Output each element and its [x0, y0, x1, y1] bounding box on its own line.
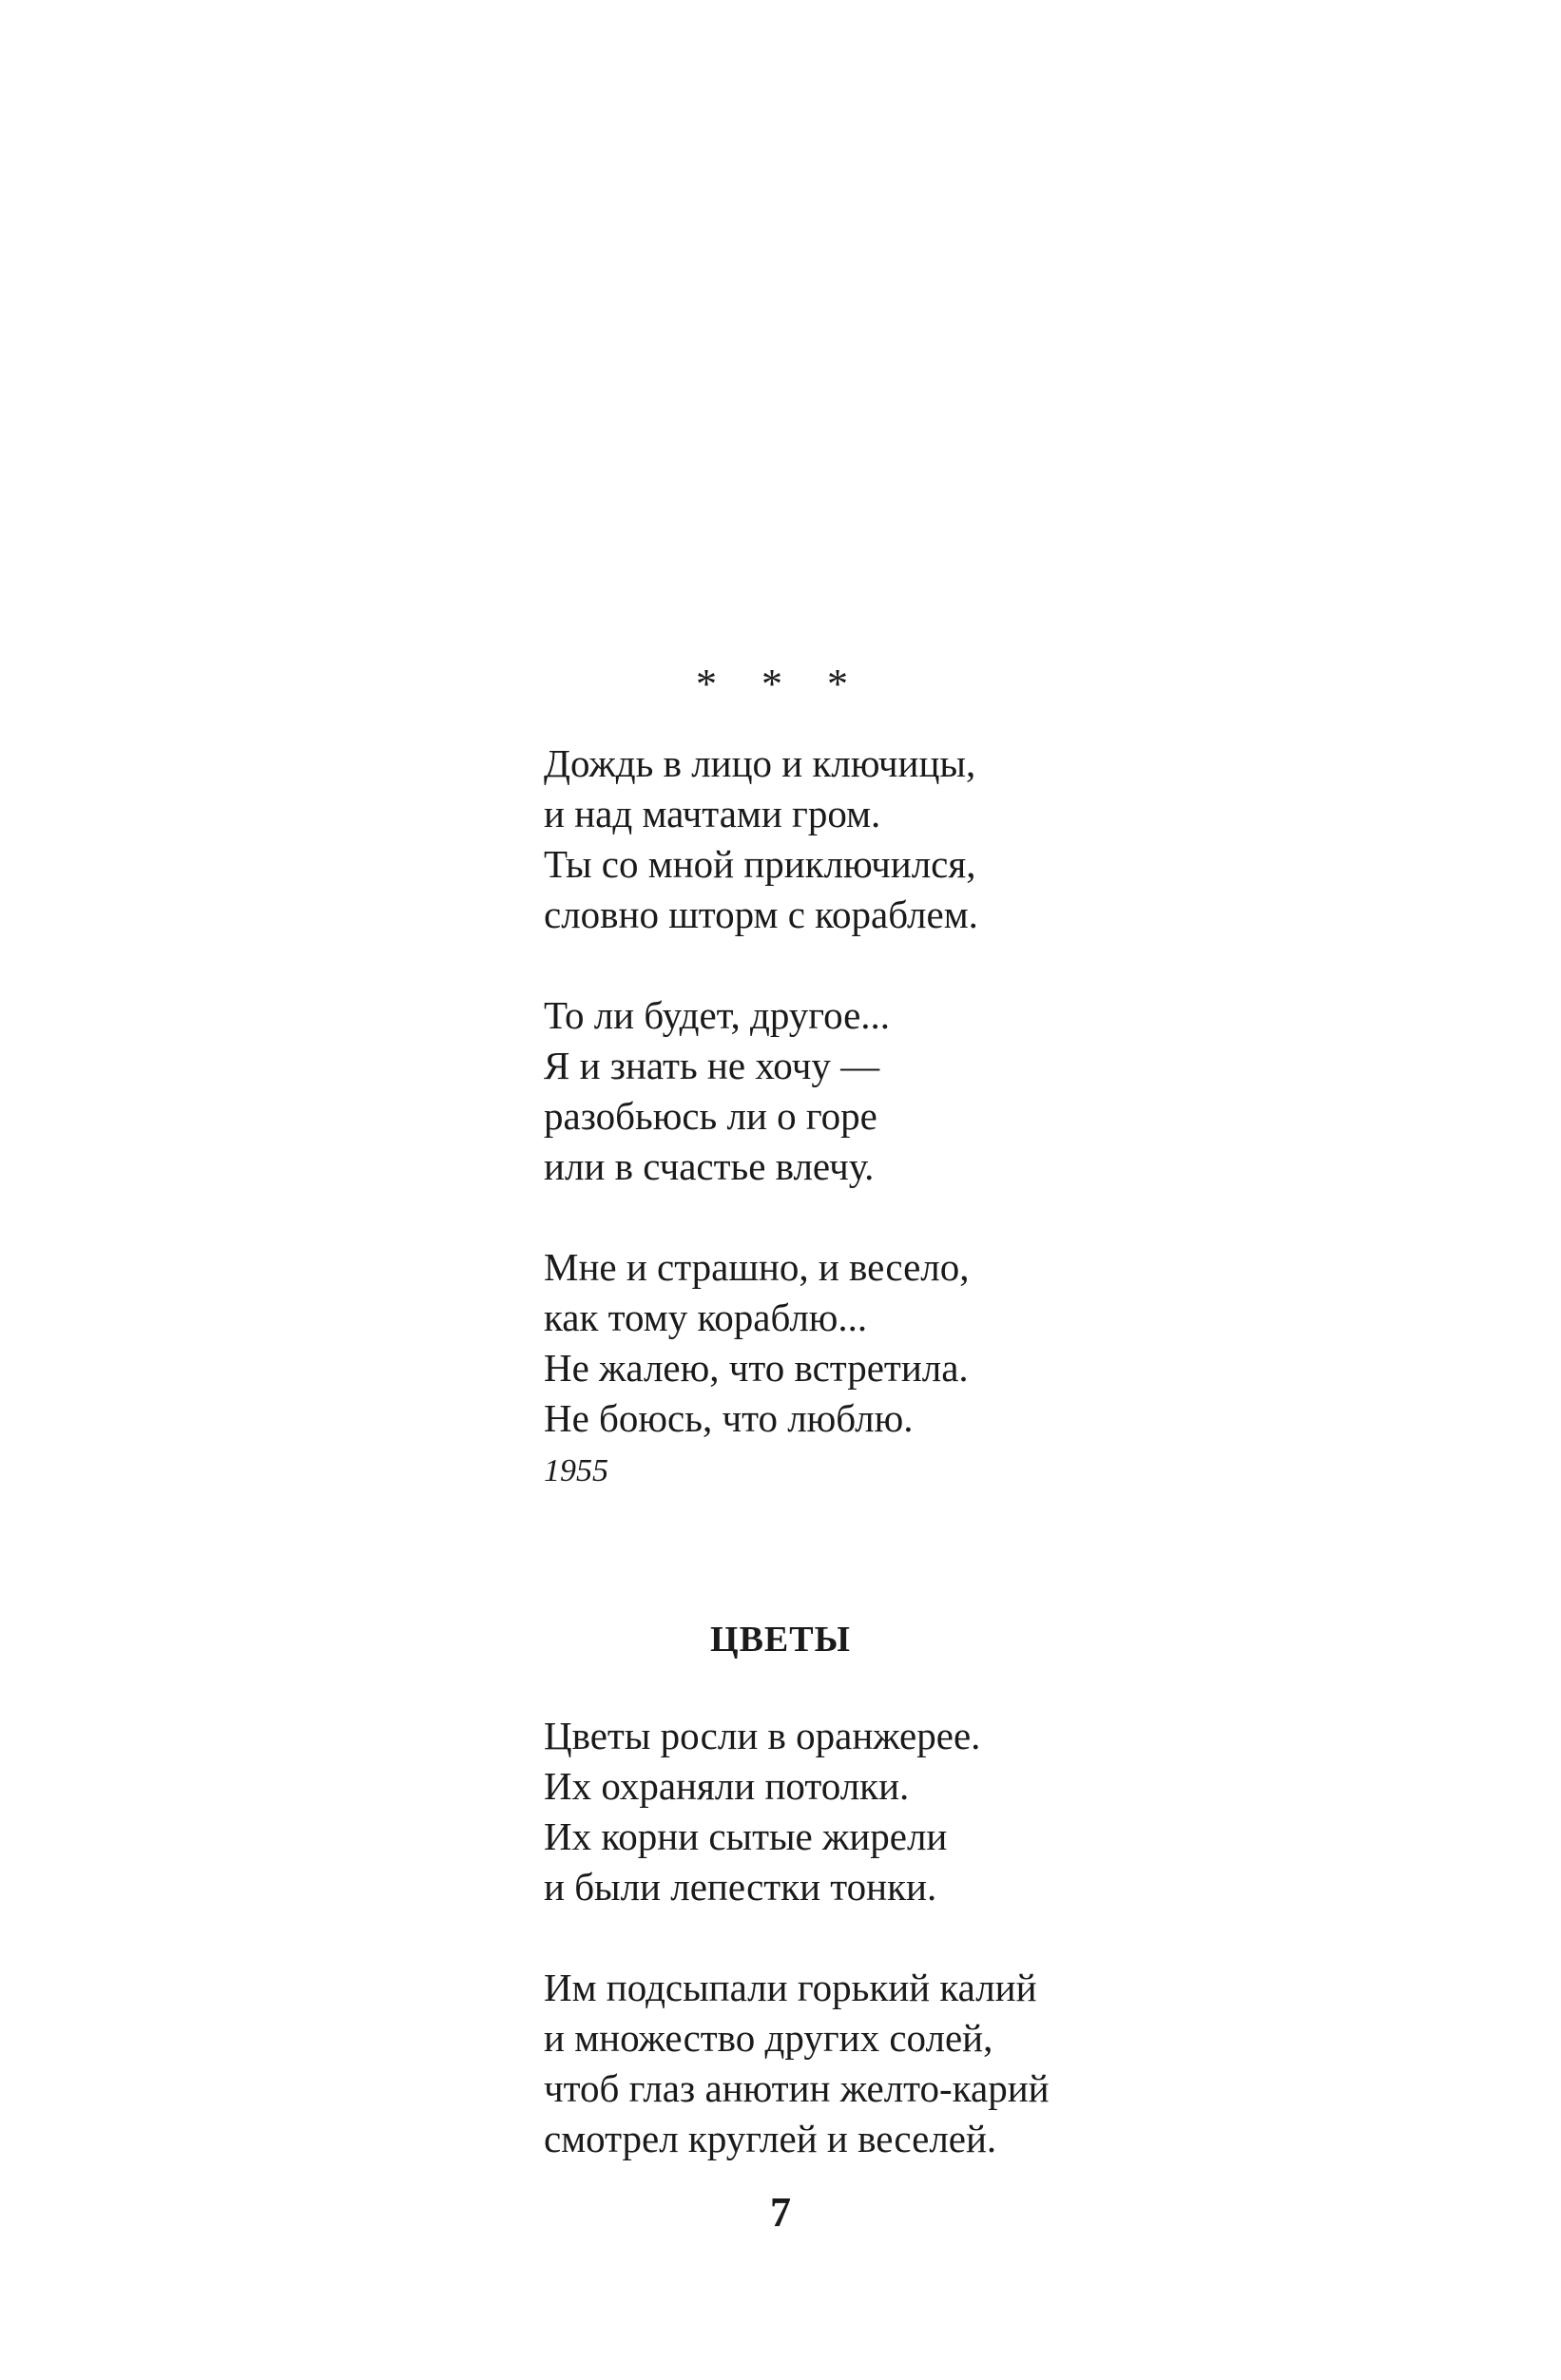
poem-line: Им подсыпали горький калий: [544, 1966, 1037, 2009]
page-number: 7: [770, 2189, 791, 2236]
poem-line: разобьюсь ли о горе: [544, 1094, 877, 1138]
poem-untitled: [544, 739, 978, 1495]
stanza: [544, 739, 978, 940]
section-separator: * * *: [696, 661, 865, 707]
poem-line: и множество других солей,: [544, 2016, 993, 2060]
poem-line: То ли будет, другое...: [544, 993, 891, 1037]
poem-line: как тому кораблю...: [544, 1296, 868, 1339]
poem-line: смотрел круглей и веселей.: [544, 2117, 997, 2160]
poem-line: Мне и страшно, и весело,: [544, 1245, 970, 1289]
stanza: [544, 1242, 978, 1444]
poem-line: Не жалею, что встретила.: [544, 1346, 969, 1390]
poem-line: и были лепестки тонки.: [544, 1865, 937, 1909]
poem-line: чтоб глаз анютин желто-карий: [544, 2066, 1050, 2110]
stanza: [544, 990, 978, 1192]
poem-line: Я и знать не хочу —: [544, 1044, 880, 1087]
poem-line: Дождь в лицо и ключицы,: [544, 741, 976, 785]
stanza: [544, 1711, 1050, 1912]
poem-title: ЦВЕТЫ: [710, 1620, 851, 1660]
stanza: [544, 1963, 1050, 2164]
poem-date: 1955: [544, 1453, 608, 1488]
poem-line: Не боюсь, что люблю.: [544, 1396, 914, 1440]
poem-line: и над мачтами гром.: [544, 792, 881, 835]
poem-line: Ты со мной приключился,: [544, 842, 976, 886]
poem-line: Их охраняли потолки.: [544, 1764, 910, 1808]
poem-line: или в счастье влечу.: [544, 1144, 875, 1188]
poem-line: Цветы росли в оранжерее.: [544, 1714, 981, 1757]
poem-line: словно шторм с кораблем.: [544, 892, 978, 936]
poem-line: Их корни сытые жирели: [544, 1814, 948, 1858]
poem-flowers: [544, 1711, 1050, 2164]
